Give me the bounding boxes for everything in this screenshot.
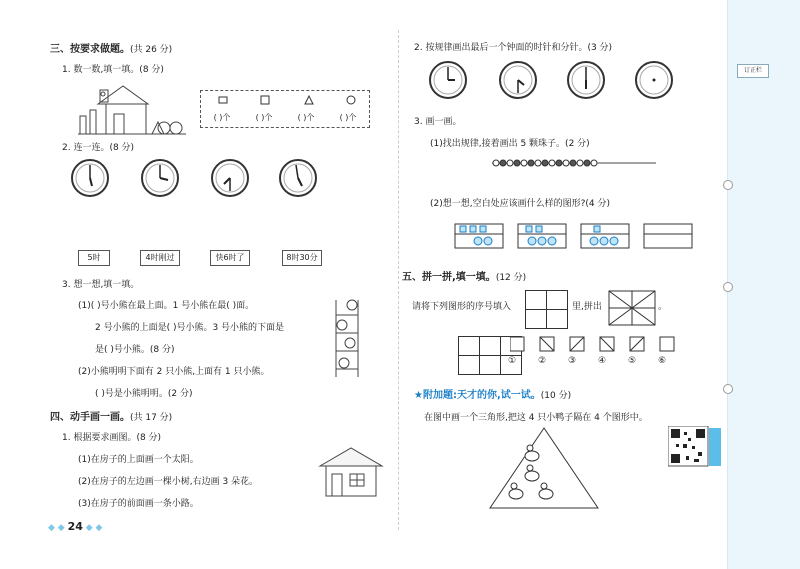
- page-number: ◆ ◆ 24 ◆ ◆: [48, 520, 103, 533]
- correction-tag: 订正栏: [737, 64, 769, 78]
- right-q3-2: (2)想一想,空白处应该画什么样的图形?(4 分): [430, 199, 610, 209]
- binding-hole: [723, 384, 733, 394]
- s5-text: 请将下列图形的序号填入: [412, 302, 512, 312]
- fill-grid[interactable]: [525, 290, 568, 329]
- qr-code-icon: [668, 426, 722, 470]
- piece-numbers: ① ② ③ ④ ⑤ ⑥: [508, 356, 667, 366]
- q3-line: (2)小熊明明下面有 2 只小熊,上面有 1 只小熊。: [78, 367, 270, 377]
- time-label[interactable]: 8时30分: [282, 250, 322, 266]
- bear-ladder-image: [328, 295, 368, 380]
- clock-icon: [566, 60, 606, 100]
- time-label[interactable]: 4时刚过: [140, 250, 180, 266]
- bonus-title: ★附加题:天才的你,试一试。(10 分): [414, 390, 572, 401]
- house-image: [316, 446, 386, 498]
- clock-icon: [210, 158, 250, 198]
- right-q2-text: 2. 按规律画出最后一个钟面的时针和分针。(3 分): [414, 43, 613, 53]
- right-q3-1: (1)找出规律,接着画出 5 颗珠子。(2 分): [430, 139, 590, 149]
- binding-hole: [723, 180, 733, 190]
- time-label[interactable]: 快6时了: [210, 250, 250, 266]
- section-3-title: 三、按要求做题。(共 26 分): [50, 44, 173, 55]
- count-blank[interactable]: ( )个: [339, 113, 357, 122]
- s4-line: (3)在房子的前面画一条小路。: [78, 499, 199, 509]
- pieces: [510, 336, 680, 354]
- count-blank[interactable]: ( )个: [255, 113, 273, 122]
- section-5-title: 五、拼一拼,填一填。(12 分): [402, 272, 527, 283]
- target-shape: [608, 290, 656, 326]
- shape-pattern-boxes: [454, 222, 694, 250]
- q1-text: 1. 数一数,填一填。(8 分): [62, 65, 164, 75]
- right-q3-text: 3. 画一画。: [414, 117, 462, 127]
- count-blank[interactable]: ( )个: [297, 113, 315, 122]
- count-blank[interactable]: ( )个: [213, 113, 231, 122]
- clock-icon: [428, 60, 468, 100]
- time-label[interactable]: 5时: [78, 250, 110, 266]
- shape-count-table: [200, 90, 370, 128]
- clock-icon: [70, 158, 110, 198]
- s4-q1-text: 1. 根据要求画图。(8 分): [62, 433, 162, 443]
- q3-line: 2 号小熊的上面是( )号小熊。3 号小熊的下面是: [95, 323, 285, 333]
- q3-text: 3. 想一想,填一填。: [62, 280, 140, 290]
- sidebar-strip: [727, 0, 800, 569]
- s4-line: (2)在房子的左边画一棵小树,右边画 3 朵花。: [78, 477, 259, 487]
- binding-hole: [723, 282, 733, 292]
- clock-icon: [278, 158, 318, 198]
- q3-line: (1)( )号小熊在最上面。1 号小熊在最( )面。: [78, 301, 255, 311]
- clock-icon: [140, 158, 180, 198]
- blank-clock-icon[interactable]: [634, 60, 674, 100]
- q3-line: ( )号是小熊明明。(2 分): [95, 389, 193, 399]
- q2-text: 2. 连一连。(8 分): [62, 143, 135, 153]
- beads-pattern: [492, 156, 658, 170]
- s4-line: (1)在房子的上面画一个太阳。: [78, 455, 199, 465]
- s5-tail: 。: [658, 302, 668, 312]
- shape-house-drawing: [78, 82, 188, 138]
- clock-icon: [498, 60, 538, 100]
- bonus-text: 在图中画一个三角形,把这 4 只小鸭子隔在 4 个图形中。: [424, 413, 648, 423]
- duck-triangle-image: [488, 426, 600, 510]
- page-divider: [398, 30, 399, 530]
- q3-line: 是( )号小熊。(8 分): [95, 345, 175, 355]
- section-4-title: 四、动手画一画。(共 17 分): [50, 412, 173, 423]
- s5-mid: 里,拼出: [572, 302, 602, 312]
- shape-icons: [201, 91, 369, 109]
